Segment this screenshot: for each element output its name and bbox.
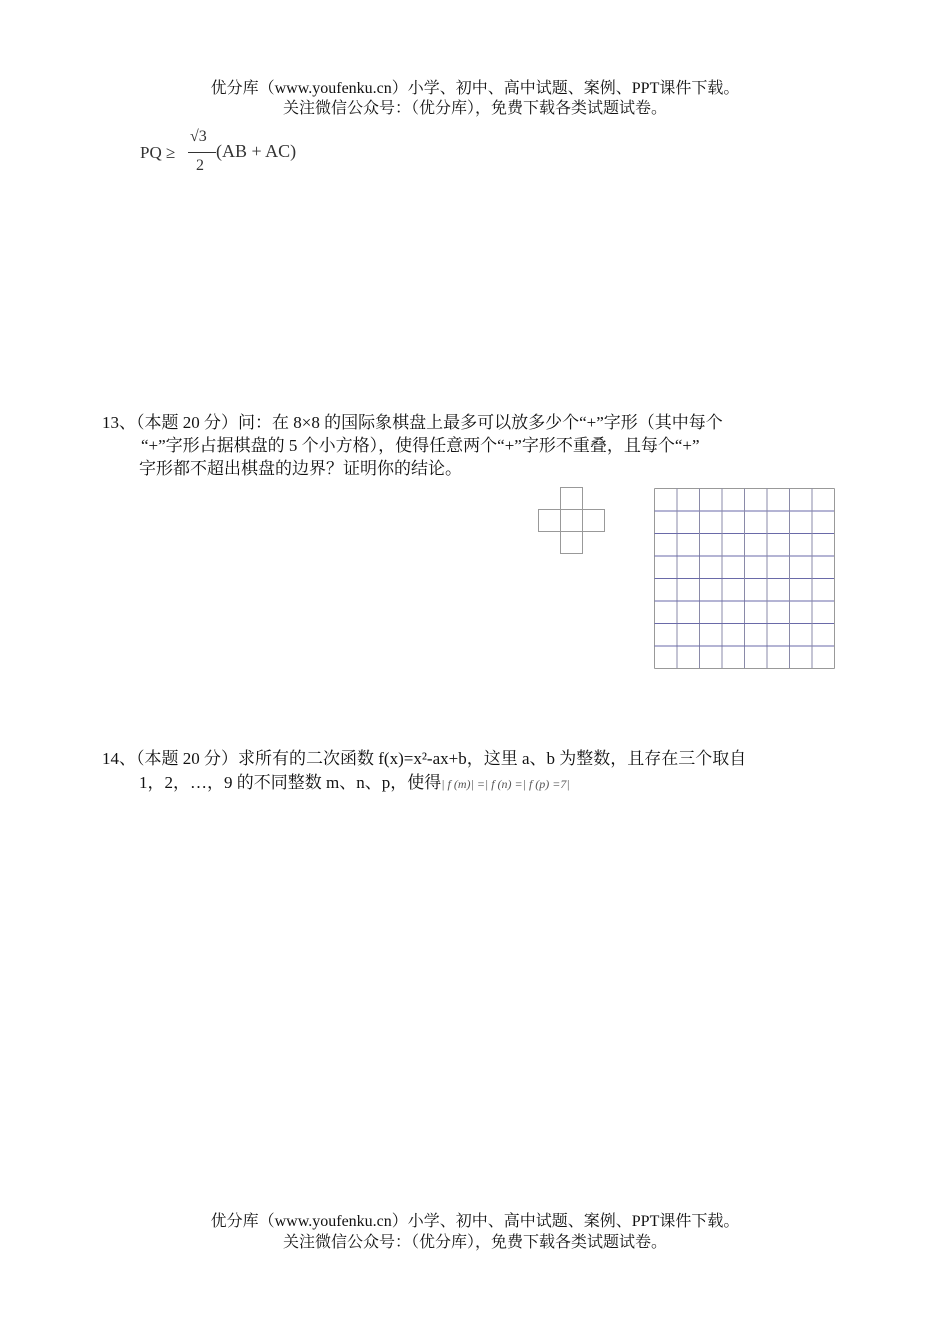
header-line-1: 优分库（www.youfenku.cn）小学、初中、高中试题、案例、PPT课件下载。: [210, 80, 740, 97]
formula-numerator: √3: [190, 128, 207, 145]
header-line-2: 关注微信公众号：（优分库），免费下载各类试题试卷。: [282, 100, 667, 117]
q13-line-1: 13、（本题 20 分）问：在 8×8 的国际象棋盘上最多可以放多少个“+”字形（其中每个: [102, 413, 723, 432]
plus-shape-figure: [537, 487, 607, 555]
q14-line-2: [139, 771, 570, 796]
footer-line-1: 优分库（www.youfenku.cn）小学、初中、高中试题、案例、PPT课件下载。: [210, 1213, 740, 1230]
q14-line-1: 14、（本题 20 分）求所有的二次函数 f(x)=x²-ax+b，这里 a、b 为整数，且存在三个取自: [102, 749, 747, 768]
q13-line-2: “+”字形占据棋盘的 5 个小方格），使得任意两个“+”字形不重叠，且每个“+”: [141, 436, 700, 455]
q14-line-2-text: 1，2，…，9 的不同整数 m、n、p，使得: [139, 773, 442, 792]
pq-formula: [140, 128, 340, 180]
formula-denominator: 2: [196, 157, 204, 174]
formula-rhs: (AB + AC): [216, 141, 297, 161]
q14-formula: | f (m)| =| f (n) =| f (p) =7|: [441, 777, 570, 791]
footer-line-2: 关注微信公众号：（优分库），免费下载各类试题试卷。: [282, 1234, 667, 1251]
fraction-bar: [188, 152, 216, 153]
q13-line-3: 字形都不超出棋盘的边界？证明你的结论。: [139, 459, 462, 478]
chessboard-grid: [653, 487, 836, 670]
formula-lhs: PQ ≥: [140, 143, 176, 162]
